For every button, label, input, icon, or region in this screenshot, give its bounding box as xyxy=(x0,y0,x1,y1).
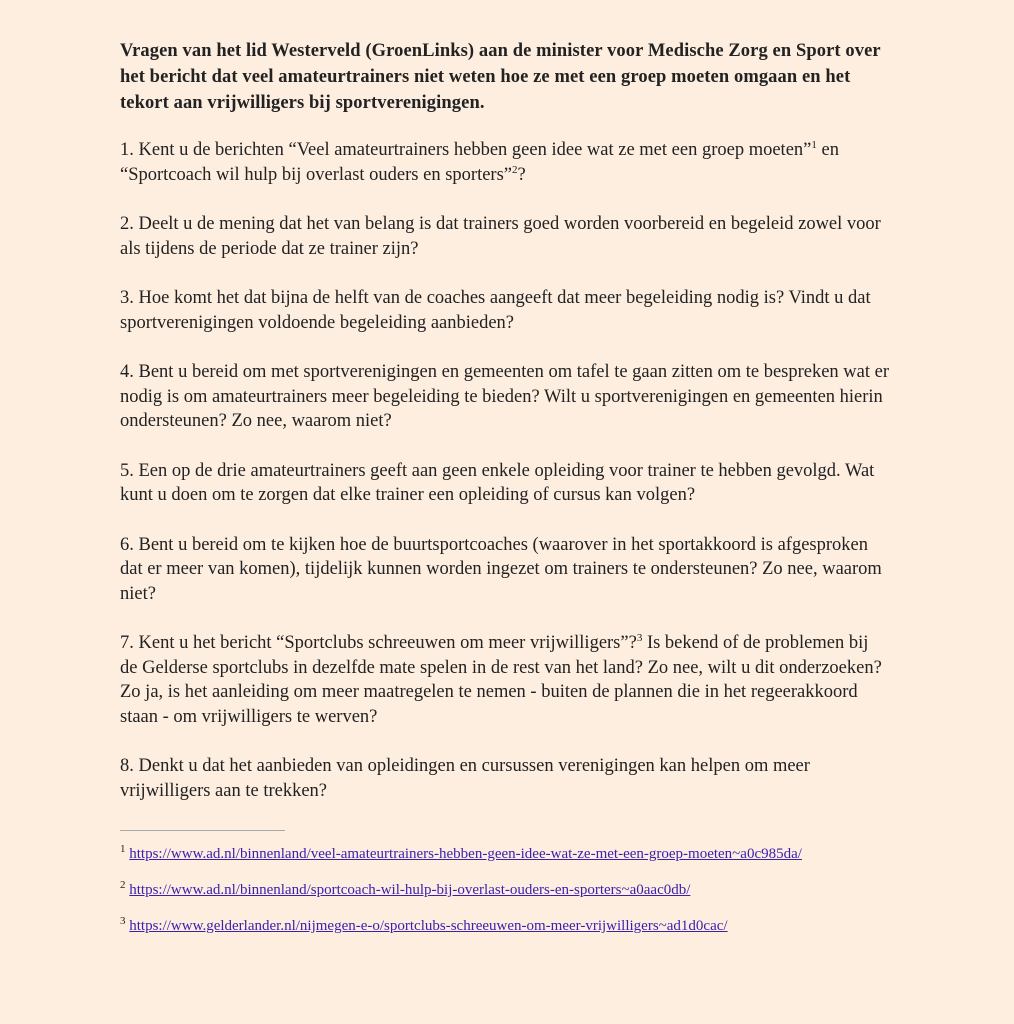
document-body xyxy=(120,38,890,828)
footnotes xyxy=(120,845,820,953)
footnote-link-1[interactable]: https://www.ad.nl/binnenland/veel-amateurtrainers-hebben-geen-idee-wat-ze-met-een-groep-moeten~a0c985da/ xyxy=(129,846,802,862)
question-2: 2. Deelt u de mening dat het van belang is dat trainers goed worden voorbereid en begeleid zowel voor als tijdens de periode dat ze trainer zijn? xyxy=(120,214,881,259)
footnote-number-2: 2 xyxy=(120,879,126,891)
question-1 xyxy=(120,138,890,187)
question-5: 5. Een op de drie amateurtrainers geeft aan geen enkele opleiding voor trainer te hebben gevolgd. Wat kunt u doen om te zorgen dat elke trainer een opleiding of cursus kan volgen? xyxy=(120,460,875,505)
question-7-text-a: 7. Kent u het bericht “Sportclubs schreeuwen om meer vrijwilligers”? xyxy=(120,633,637,653)
footnote-number-1: 1 xyxy=(120,843,126,855)
footnote-1 xyxy=(120,845,820,863)
footnote-link-2[interactable]: https://www.ad.nl/binnenland/sportcoach-wil-hulp-bij-overlast-ouders-en-sporters~a0aac0db/ xyxy=(129,882,691,898)
question-7-text-b: Is bekend of de problemen bij de Gelderse sportclubs in dezelfde mate spelen in de rest van het land? Zo nee, wilt u dit onderzoeken? Zo ja, is het aanleiding om meer maatregelen te nemen - buiten de plannen die in het regeerakkoord staan - om vrijwilligers te werven? xyxy=(120,633,882,727)
question-8: 8. Denkt u dat het aanbieden van opleidingen en cursussen verenigingen kan helpen om meer vrijwilligers aan te trekken? xyxy=(120,756,810,801)
footnote-2 xyxy=(120,881,820,899)
footnote-3 xyxy=(120,917,820,935)
footnote-link-3[interactable]: https://www.gelderlander.nl/nijmegen-e-o/sportclubs-schreeuwen-om-meer-vrijwilligers~ad1d0cac/ xyxy=(129,918,728,934)
footnote-ref-1[interactable]: 1 xyxy=(811,138,817,151)
question-1-text-c: ? xyxy=(517,164,526,185)
question-1-text-a: 1. Kent u de berichten “Veel amateurtrainers hebben geen idee wat ze met een groep moeten” xyxy=(120,140,812,160)
question-4: 4. Bent u bereid om met sportverenigingen en gemeenten om tafel te gaan zitten om te bespreken wat er nodig is om amateurtrainers meer begeleiding te bieden? Wilt u sportverenigingen en gemeenten hierin ondersteunen? Zo nee, waarom niet? xyxy=(120,362,890,431)
footnote-ref-3[interactable]: 3 xyxy=(636,631,643,644)
footnote-divider xyxy=(120,830,285,831)
question-7 xyxy=(120,631,890,729)
document-title: Vragen van het lid Westerveld (GroenLinks) aan de minister voor Medische Zorg en Sport over het bericht dat veel amateurtrainers niet weten hoe ze met een groep moeten omgaan en het tekort aan vrijwilligers bij sportverenigingen. xyxy=(120,41,881,113)
footnote-number-3: 3 xyxy=(120,915,126,927)
question-3: 3. Hoe komt het dat bijna de helft van de coaches aangeeft dat meer begeleiding nodig is? Vindt u dat sportverenigingen voldoende begeleiding aanbieden? xyxy=(120,288,871,333)
footnote-ref-2[interactable]: 2 xyxy=(512,163,518,176)
question-1-text-b: en “Sportcoach wil hulp bij overlast ouders en sporters” xyxy=(120,140,839,185)
question-6: 6. Bent u bereid om te kijken hoe de buurtsportcoaches (waarover in het sportakkoord is afgesproken dat er meer van komen), tijdelijk kunnen worden ingezet om trainers te ondersteunen? Zo nee, waarom niet? xyxy=(120,534,882,604)
